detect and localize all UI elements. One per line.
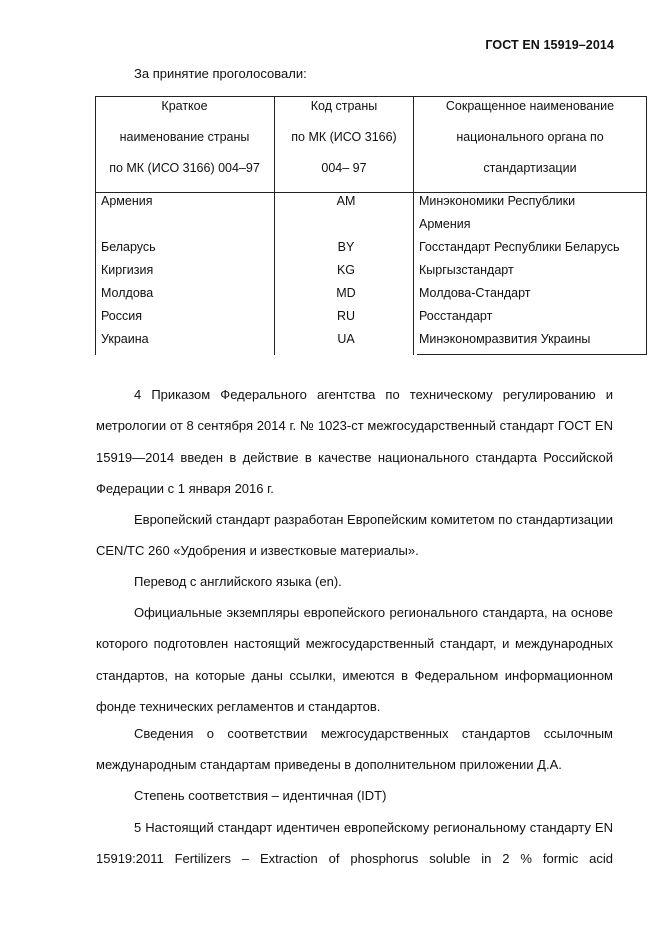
table-row <box>95 190 647 236</box>
document-code-header: ГОСТ EN 15919–2014 <box>485 38 614 52</box>
standards-body: Росстандарт <box>419 309 493 323</box>
table-row <box>95 305 647 328</box>
table-row <box>95 236 647 259</box>
country-name: Армения <box>101 194 153 208</box>
table-row <box>95 328 647 351</box>
table-bottom-border <box>417 354 647 355</box>
header-text-line: Код страны <box>310 99 378 113</box>
table-row <box>95 259 647 282</box>
standards-body: Госстандарт Республики Беларусь <box>419 240 620 254</box>
paragraph-official-copies: Официальные экземпляры европейского регионального стандарта, на основе которого подготовлен настоящий межгосударственный стандарт, и международных стандартов, на которые даны ссылки, имеются в Федеральном информационном фонде технических регламентов и стандартов. <box>96 605 613 714</box>
standards-body-line: Армения <box>419 217 471 231</box>
header-text-line: национального органа по <box>456 130 604 144</box>
header-text-line: Краткое <box>161 99 208 113</box>
country-name: Киргизия <box>101 263 154 277</box>
paragraph-degree-of-conformity: Степень соответствия – идентичная (IDT) <box>134 788 387 803</box>
voting-countries-table <box>95 96 647 355</box>
country-name: Молдова <box>101 286 154 300</box>
country-name: Россия <box>101 309 142 323</box>
country-code: BY <box>337 240 355 254</box>
paragraph-item-4: 4 Приказом Федерального агентства по техническому регулированию и метрологии от 8 сентября 2014 г. № 1023-ст межгосударственный стандарт ГОСТ EN 15919—2014 введен в действие в качестве национального стандарта Российской Федерации с 1 января 2016 г. <box>96 387 613 496</box>
country-code: UA <box>337 332 355 346</box>
paragraph-translation: Перевод с английского языка (en). <box>134 574 342 589</box>
header-text-line: стандартизации <box>483 161 577 175</box>
header-country-name <box>95 91 274 187</box>
country-code: MD <box>336 286 356 300</box>
header-country-code <box>275 91 413 187</box>
voting-intro-text: За принятие проголосовали: <box>134 66 307 81</box>
header-text-line: Сокращенное наименование <box>445 99 615 113</box>
table-row <box>95 282 647 305</box>
header-text-line: по МК (ИСО 3166) <box>291 130 397 144</box>
standards-body: Минэкономразвития Украины <box>419 332 591 346</box>
standards-body: Кыргызстандарт <box>419 263 514 277</box>
header-text-line: по МК (ИСО 3166) 004–97 <box>109 161 260 175</box>
paragraph-item-5: 5 Настоящий стандарт идентичен европейскому региональному стандарту EN 15919:2011 Fertilizers – Extraction of phosphorus soluble in 2 % formic acid <box>96 820 613 867</box>
country-code: RU <box>336 309 356 323</box>
country-code: AM <box>336 194 356 208</box>
standards-body-line: Минэкономики Республики <box>419 194 576 208</box>
country-code: KG <box>336 263 356 277</box>
header-standards-body <box>414 91 646 187</box>
paragraph-conformity-info: Сведения о соответствии межгосударственных стандартов ссылочным международным стандартам приведены в дополнительном приложении Д.А. <box>96 726 613 773</box>
standards-body <box>419 190 644 236</box>
header-text-line: наименование страны <box>119 130 250 144</box>
country-name: Украина <box>101 332 149 346</box>
standards-body: Молдова-Стандарт <box>419 286 531 300</box>
country-name: Беларусь <box>101 240 156 254</box>
paragraph-european-standard: Европейский стандарт разработан Европейским комитетом по стандартизации CEN/TC 260 «Удобрения и известковые материалы». <box>96 512 613 559</box>
header-text-line: 004– 97 <box>321 161 367 175</box>
